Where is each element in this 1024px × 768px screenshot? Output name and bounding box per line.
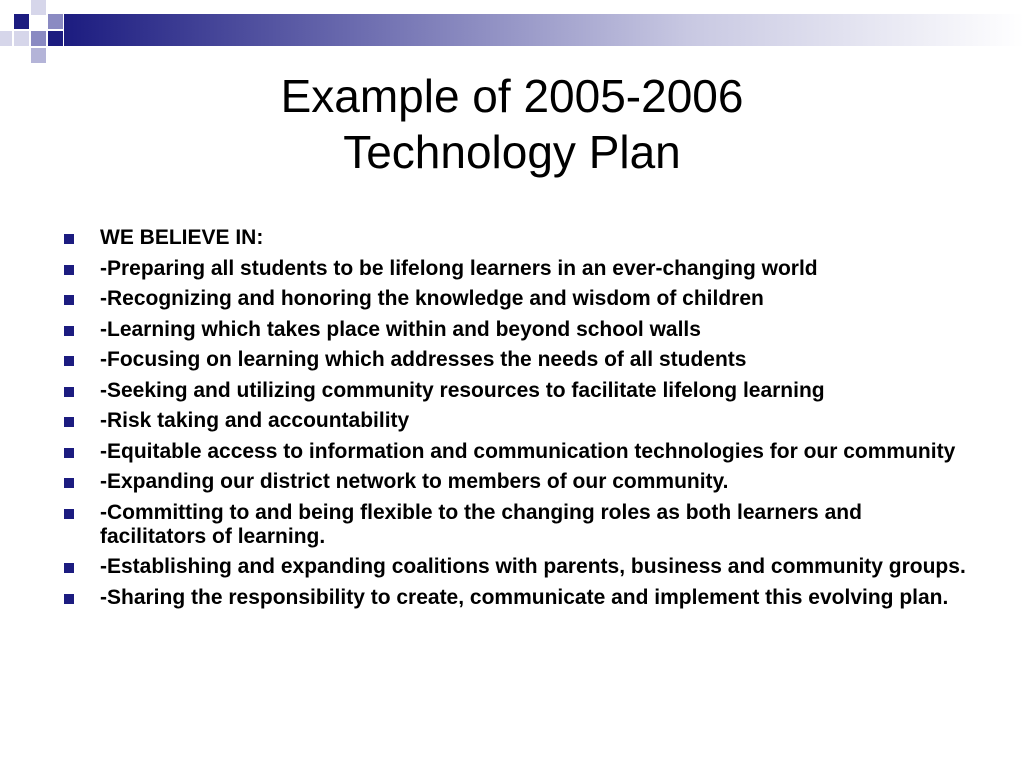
bullet-item [60,226,970,250]
bullet-item [60,440,970,464]
bullet-item [60,470,970,494]
bullet-square-icon [64,448,74,458]
decorative-square [0,31,12,46]
bullet-item [60,501,970,549]
bullet-text: -Committing to and being flexible to the changing roles as both learners and facilitators of learning. [100,500,862,548]
bullet-square-icon [64,265,74,275]
bullet-square-icon [64,387,74,397]
bullet-item [60,379,970,403]
slide-title-line-1: Example of 2005-2006 [280,70,744,122]
bullet-text: -Risk taking and accountability [100,409,410,432]
bullet-square-icon [64,478,74,488]
bullet-square-icon [64,356,74,366]
bullet-square-icon [64,594,74,604]
bullet-square-icon [64,563,74,573]
bullet-text: -Seeking and utilizing community resources to facilitate lifelong learning [100,378,825,402]
decorative-square [48,14,63,29]
bullet-list [60,226,970,616]
decorative-square [31,31,46,46]
bullet-square-icon [64,417,74,427]
bullet-text: -Establishing and expanding coalitions with parents, business and community groups. [100,555,966,578]
decorative-square [48,31,63,46]
bullet-item [60,409,970,433]
bullet-item [60,586,970,610]
bullet-item [60,257,970,281]
bullet-text: -Recognizing and honoring the knowledge and wisdom of children [100,287,764,310]
bullet-item [60,348,970,372]
bullet-text: -Expanding our district network to members of our community. [100,470,729,493]
bullet-text: -Focusing on learning which addresses the needs of all students [100,348,747,371]
bullet-square-icon [64,509,74,519]
bullet-item [60,287,970,311]
bullet-square-icon [64,295,74,305]
bullet-item [60,555,970,579]
slide-title [0,68,1024,180]
bullet-text: -Preparing all students to be lifelong learners in an ever-changing world [100,256,818,280]
bullet-square-icon [64,326,74,336]
header-gradient-bar [64,14,1024,46]
bullet-text: -Equitable access to information and communication technologies for our community [100,439,956,463]
decorative-square [31,0,46,15]
decorative-square [14,14,29,29]
bullet-square-icon [64,234,74,244]
decorative-square [14,31,29,46]
bullet-text: WE BELIEVE IN: [100,226,264,249]
bullet-text: -Learning which takes place within and beyond school walls [100,317,701,341]
bullet-text: -Sharing the responsibility to create, communicate and implement this evolving plan. [100,585,949,609]
bullet-item [60,318,970,342]
decorative-square [31,48,46,63]
slide-title-line-2: Technology Plan [343,126,681,178]
